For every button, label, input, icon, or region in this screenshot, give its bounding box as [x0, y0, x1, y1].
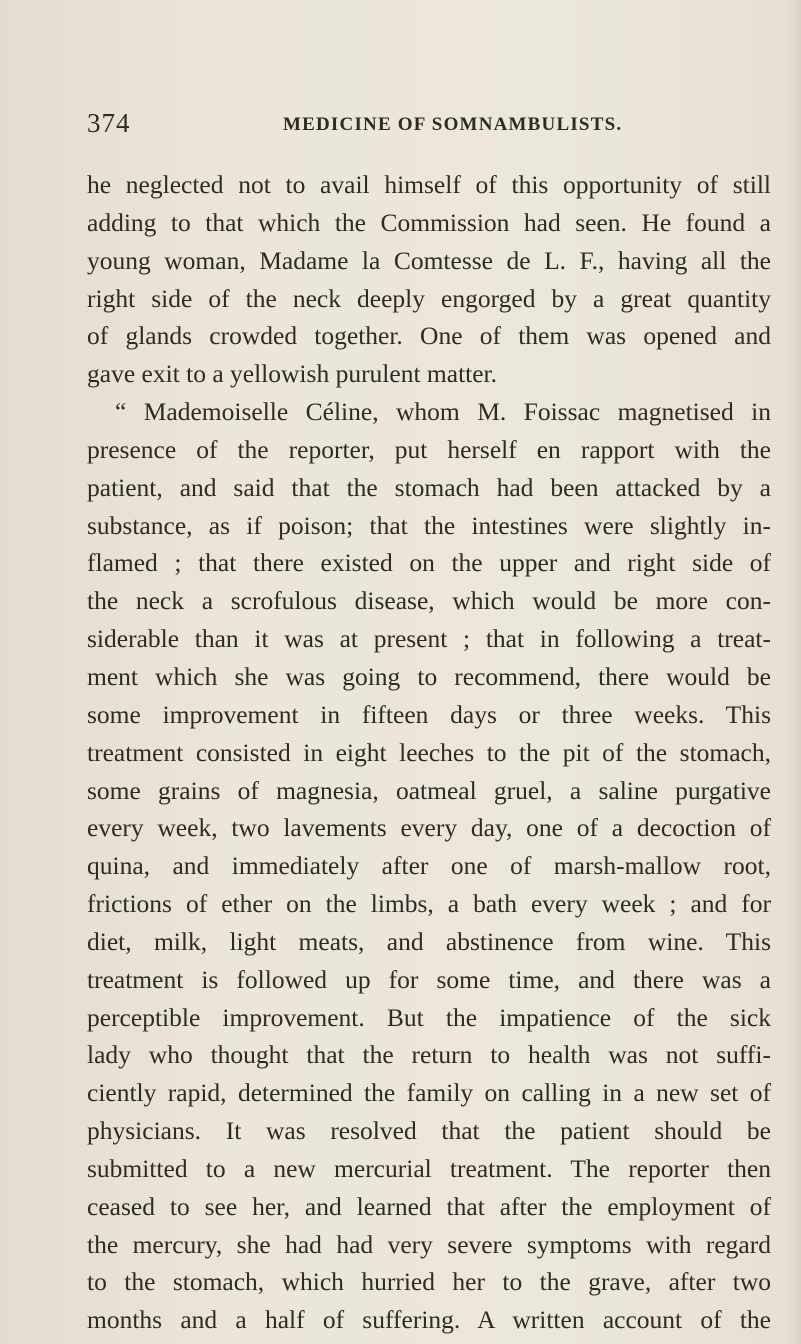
text-line: ceased to see her, and learned that after the employment of: [87, 1191, 771, 1221]
text-line: to the stomach, which hurried her to the grave, after two: [87, 1267, 771, 1297]
running-head: [87, 108, 769, 144]
text-line: young woman, Madame la Comtesse de L. F., having all the: [87, 245, 771, 275]
text-line: patient, and said that the stomach had been attacked by a: [87, 472, 771, 502]
text-line: presence of the reporter, put herself en rapport with the: [87, 434, 771, 464]
text-line: physicians. It was resolved that the patient should be: [87, 1116, 771, 1146]
page-number: 374: [87, 108, 131, 138]
text-line: gave exit to a yellowish purulent matter.: [87, 359, 498, 389]
text-line: substance, as if poison; that the intestines were slightly in-: [87, 510, 771, 540]
text-line: frictions of ether on the limbs, a bath every week ; and for: [87, 889, 771, 919]
text-line: right side of the neck deeply engorged by a great quantity: [87, 283, 771, 313]
text-line: months and a half of suffering. A written account of the: [87, 1305, 771, 1335]
text-line: treatment consisted in eight leeches to the pit of the stomach,: [87, 737, 771, 767]
body-text: [87, 166, 771, 1339]
text-line: some grains of magnesia, oatmeal gruel, a saline purgative: [87, 775, 771, 805]
text-line: submitted to a new mercurial treatment. The reporter then: [87, 1153, 771, 1183]
text-line: every week, two lavements every day, one of a decoction of: [87, 813, 771, 843]
text-line: perceptible improvement. But the impatience of the sick: [87, 1002, 771, 1032]
text-line: siderable than it was at present ; that in following a treat-: [87, 624, 771, 654]
page-edge-shadow: [787, 0, 801, 1344]
text-line: flamed ; that there existed on the upper and right side of: [87, 548, 771, 578]
text-line: treatment is followed up for some time, and there was a: [87, 964, 771, 994]
text-line: he neglected not to avail himself of this opportunity of still: [87, 170, 771, 199]
text-line: ciently rapid, determined the family on calling in a new set of: [87, 1078, 771, 1108]
text-line: “ Mademoiselle Céline, whom M. Foissac magnetised in: [115, 397, 771, 427]
text-line: ment which she was going to recommend, there would be: [87, 661, 771, 691]
text-line: lady who thought that the return to health was not suffi-: [87, 1040, 771, 1070]
text-line: the mercury, she had had very severe symptoms with regard: [87, 1229, 771, 1259]
text-line: adding to that which the Commission had seen. He found a: [87, 207, 771, 237]
text-line: some improvement in fifteen days or three weeks. This: [87, 699, 771, 729]
running-title: MEDICINE OF SOMNAMBULISTS.: [283, 114, 623, 135]
text-line: diet, milk, light meats, and abstinence from wine. This: [87, 926, 771, 956]
text-line: quina, and immediately after one of marsh-mallow root,: [87, 851, 771, 881]
text-line: of glands crowded together. One of them was opened and: [87, 321, 771, 351]
text-line: the neck a scrofulous disease, which would be more con-: [87, 586, 771, 616]
